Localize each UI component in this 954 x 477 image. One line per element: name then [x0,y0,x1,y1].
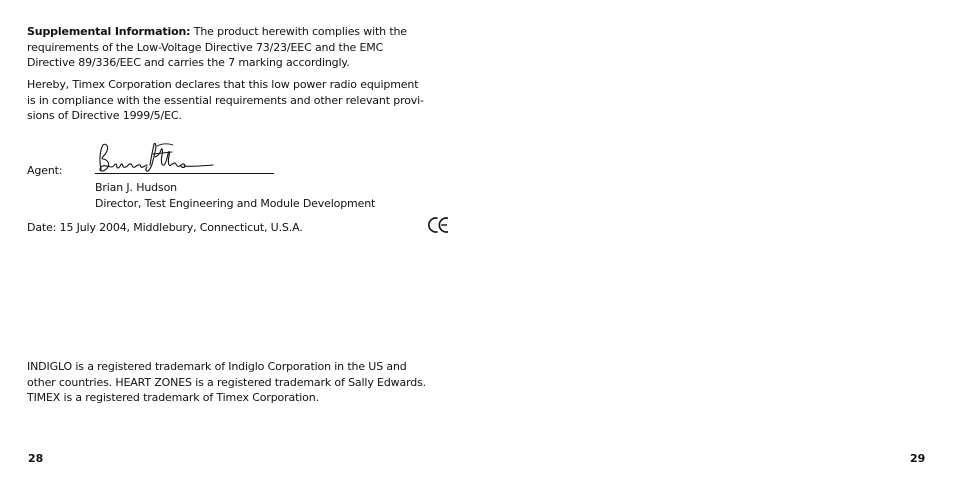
page-number-right: 29 [910,452,926,465]
trademark-line: other countries. HEART ZONES is a registered trademark of Sally Edwards. [27,375,427,389]
agent-label: Agent: [27,164,63,177]
agent-title: Director, Test Engineering and Module Development [95,197,376,210]
declaration-paragraph [27,77,452,124]
signature-line [95,173,274,174]
trademark-notice [27,359,452,406]
signature-image [95,140,215,176]
agent-name: Brian J. Hudson [95,181,177,194]
trademark-line: TIMEX is a registered trademark of Timex Corporation. [27,391,319,404]
supplemental-information-paragraph [27,24,447,71]
supplemental-line: The product herewith complies with the [190,25,407,38]
ce-mark-icon [428,216,450,234]
supplemental-heading: Supplemental Information: [27,25,191,38]
trademark-line: INDIGLO is a registered trademark of Indiglo Corporation in the US and [27,360,407,373]
date-line: Date: 15 July 2004, Middlebury, Connecticut, U.S.A. [27,221,303,234]
page-number-left: 28 [28,452,44,465]
declaration-line: is in compliance with the essential requirements and other relevant provi- [27,93,424,107]
declaration-line: sions of Directive 1999/5/EC. [27,109,182,122]
supplemental-line: Directive 89/336/EEC and carries the 7 marking accordingly. [27,56,350,69]
declaration-line: Hereby, Timex Corporation declares that this low power radio equipment [27,78,419,91]
supplemental-line: requirements of the Low-Voltage Directive 73/23/EEC and the EMC [27,40,384,54]
